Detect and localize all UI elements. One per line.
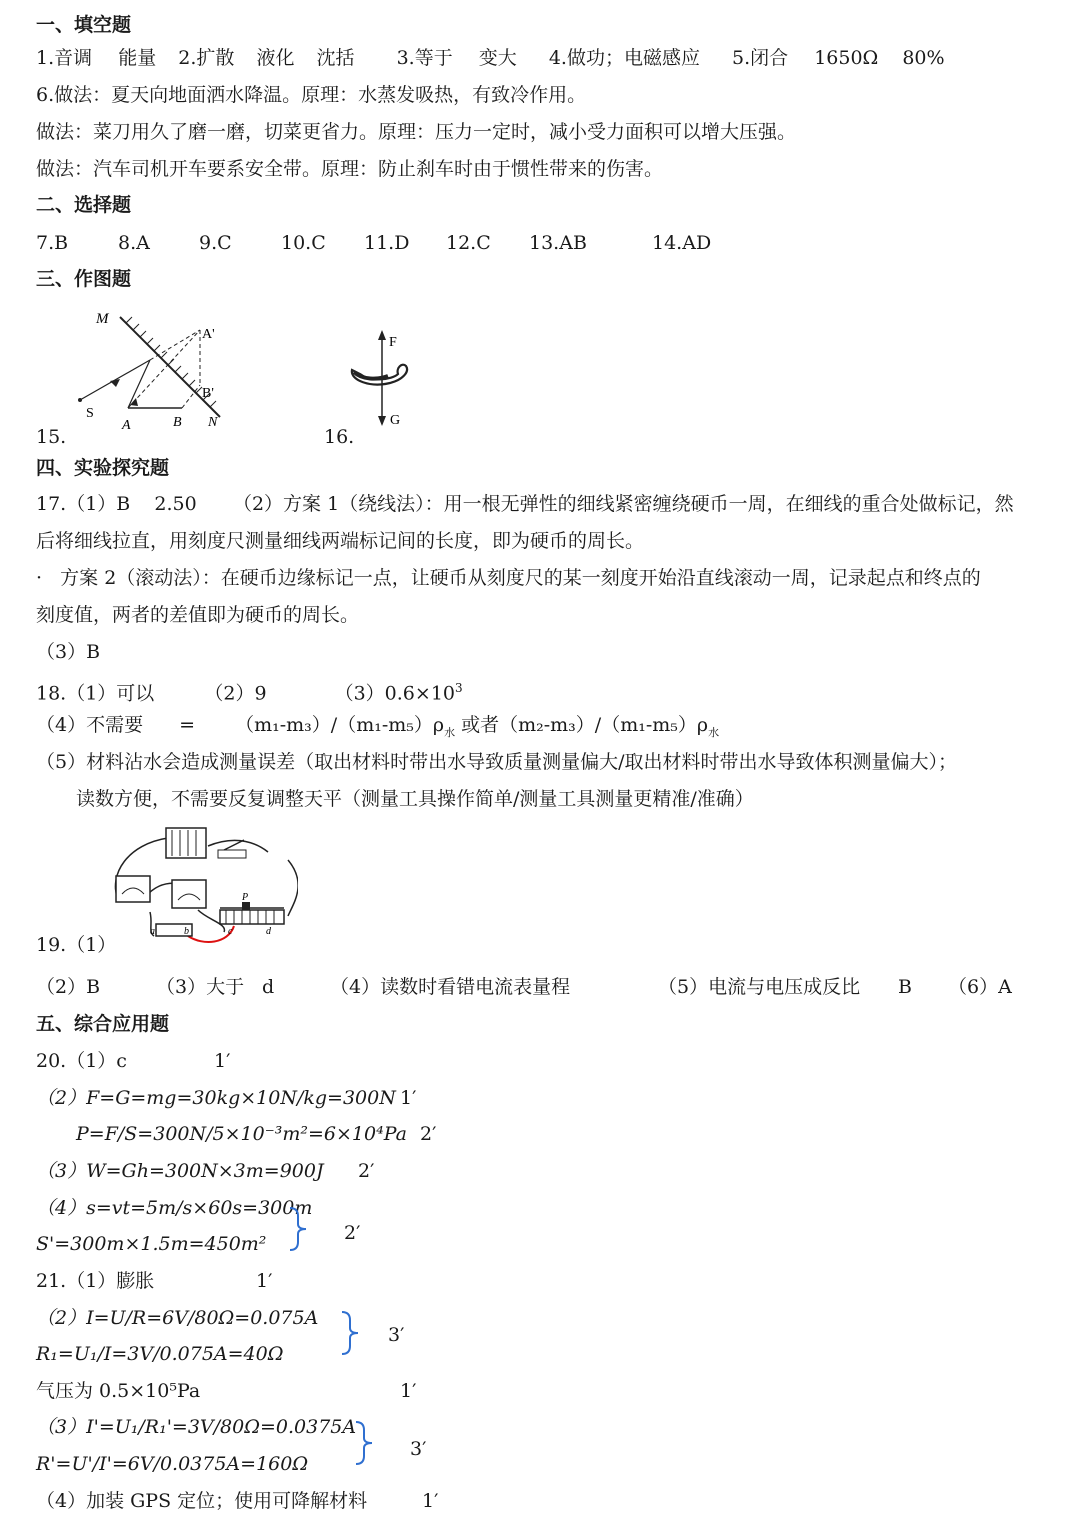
q6-line-3: 做法：汽车司机开车要系安全带。原理：防止刹车时由于惯性带来的伤害。 [36,158,664,180]
answer: 11.D [364,232,410,254]
mark: 1′ [214,1050,231,1072]
answer: 5.闭合 [732,47,789,69]
q18-2: （2）9 [204,682,267,705]
label-A: A [122,418,131,433]
q18-4: （4）不需要 [36,714,144,736]
label-G: G [390,413,401,428]
q18-4-equals: = [179,714,196,736]
section-title-drawing: 三、作图题 [36,268,132,290]
q18-4-subscript: 水 [708,725,720,739]
label-A-prime: A' [202,327,215,342]
answer: 1.音调 [36,47,93,69]
answer: 能量 [118,47,157,69]
label-a: a [150,926,155,937]
q21-2b: R₁=U₁/I=3V/0.075A=40Ω [36,1343,284,1365]
q17-answer-3: （3）B [36,641,101,663]
answer: 3.等于 [396,47,453,69]
label-P: P [242,892,249,903]
q19-4: （4）读数时看错电流表量程 [330,976,571,998]
q20-1: 20.（1）c [36,1050,127,1072]
label-F: F [389,335,397,350]
q18-line-4: 读数方便，不需要反复调整天平（测量工具操作简单/测量工具测量更精准/准确） [76,788,754,810]
q18-4-subscript: 水 [444,725,456,739]
answer: 2.扩散 [178,47,235,69]
mark: 3′ [388,1324,405,1346]
q21-3a: （3）I'=U₁/R₁'=3V/80Ω=0.0375A [36,1416,357,1438]
q18-line-3: （5）材料沾水会造成测量误差（取出材料时带出水导致质量测量偏大/取出材料时带出水导致体积测量偏大）； [36,751,957,773]
q21-1: 21.（1）膨胀 [36,1270,155,1292]
q17-line-3: · 方案 2（滚动法）：在硬币边缘标记一点，让硬币从刻度尺的某一刻度开始沿直线滚动一周，记录起点和终点的 [36,567,981,589]
brace-icon [338,1310,362,1356]
answer: 9.C [199,232,232,254]
mark: 1′ [400,1380,417,1402]
label-M: M [96,311,109,327]
q19-6: （6）A [948,976,1012,998]
q21-3b: R'=U'/I'=6V/0.0375A=160Ω [36,1453,309,1475]
answer: 12.C [446,232,491,254]
mark: 2′ [420,1123,437,1145]
q19-5-b: B [898,976,912,998]
q18-4-formula-1: （m₁-m₃）/（m₁-m₅）ρ [235,714,445,736]
answer: 14.AD [652,232,712,254]
q21-2c: 气压为 0.5×10⁵Pa [36,1380,201,1402]
section-title-application: 五、综合应用题 [36,1013,170,1035]
answer: 变大 [478,47,517,69]
q18-1: 18.（1）可以 [36,682,155,705]
figure-16-force-diagram [340,328,430,428]
mark: 2′ [344,1222,361,1244]
section-title-experiment: 四、实验探究题 [36,457,170,479]
answer: 4.做功；电磁感应 [548,47,700,69]
label-b: b [184,926,189,937]
label-d: d [266,926,271,937]
q19-3-d: d [262,976,275,998]
q16-number: 16. [324,426,355,448]
q18-3: （3）0.6×10 [334,682,455,705]
q18-line-2 [36,712,719,746]
mark: 2′ [358,1160,375,1182]
q19-2: （2）B [36,976,101,998]
q20-4b: S'=300m×1.5m=450m² [36,1233,267,1255]
mark: 1′ [256,1270,273,1292]
answer: 8.A [118,232,150,254]
q6-line-2: 做法：菜刀用久了磨一磨，切菜更省力。原理：压力一定时，减小受力面积可以增大压强。 [36,121,797,143]
q1-5-answers [36,45,945,71]
label-S: S [86,406,94,421]
q20-2a: （2）F=G=mg=30kg×10N/kg=300N [36,1087,396,1109]
answer: 7.B [36,232,69,254]
q17-line-4: 刻度值，两者的差值即为硬币的周长。 [36,604,360,626]
q19-3: （3）大于 [156,976,245,998]
answer: 沈括 [316,47,355,69]
section-title-choice: 二、选择题 [36,194,132,216]
label-N: N [208,415,218,430]
q17-line-2: 后将细线拉直，用刻度尺测量细线两端标记间的长度，即为硬币的周长。 [36,530,645,552]
section-title-fill: 一、填空题 [36,14,132,36]
answer: 10.C [281,232,326,254]
figure-15-mirror-reflection [60,305,240,435]
answer: 80% [902,47,945,69]
q20-4a: （4）s=vt=5m/s×60s=300m [36,1197,313,1219]
label-c: c [228,926,233,937]
q6-line-1: 6.做法：夏天向地面洒水降温。原理：水蒸发吸热，有致冷作用。 [36,84,587,106]
q18-line-1 [36,675,463,706]
figure-19-circuit [108,824,298,944]
label-B-prime: B' [202,386,214,401]
mark: 1′ [422,1490,439,1512]
q17-line-1: 17.（1）B 2.50 （2）方案 1（绕线法）：用一根无弹性的细线紧密缠绕硬币一周，在细线的重合处做标记，然 [36,493,1014,515]
q20-2b: P=F/S=300N/5×10⁻³m²=6×10⁴Pa [76,1123,407,1145]
q21-4: （4）加装 GPS 定位；使用可降解材料 [36,1490,368,1512]
q21-2a: （2）I=U/R=6V/80Ω=0.075A [36,1307,319,1329]
q19-5: （5）电流与电压成反比 [658,976,861,998]
answer: 1650Ω [814,47,879,69]
q18-3-exponent: 3 [455,681,463,695]
answer: 13.AB [529,232,587,254]
q20-3: （3）W=Gh=300N×3m=900J [36,1160,324,1182]
q18-4-formula-2: 或者（m₂-m₃）/（m₁-m₅）ρ [461,714,709,736]
answer: 液化 [256,47,295,69]
mark: 3′ [410,1438,427,1460]
brace-icon [352,1420,376,1466]
q19-number: 19.（1） [36,934,117,956]
brace-icon [286,1206,310,1252]
mark: 1′ [400,1087,417,1109]
q15-number: 15. [36,426,67,448]
label-B: B [173,415,182,430]
